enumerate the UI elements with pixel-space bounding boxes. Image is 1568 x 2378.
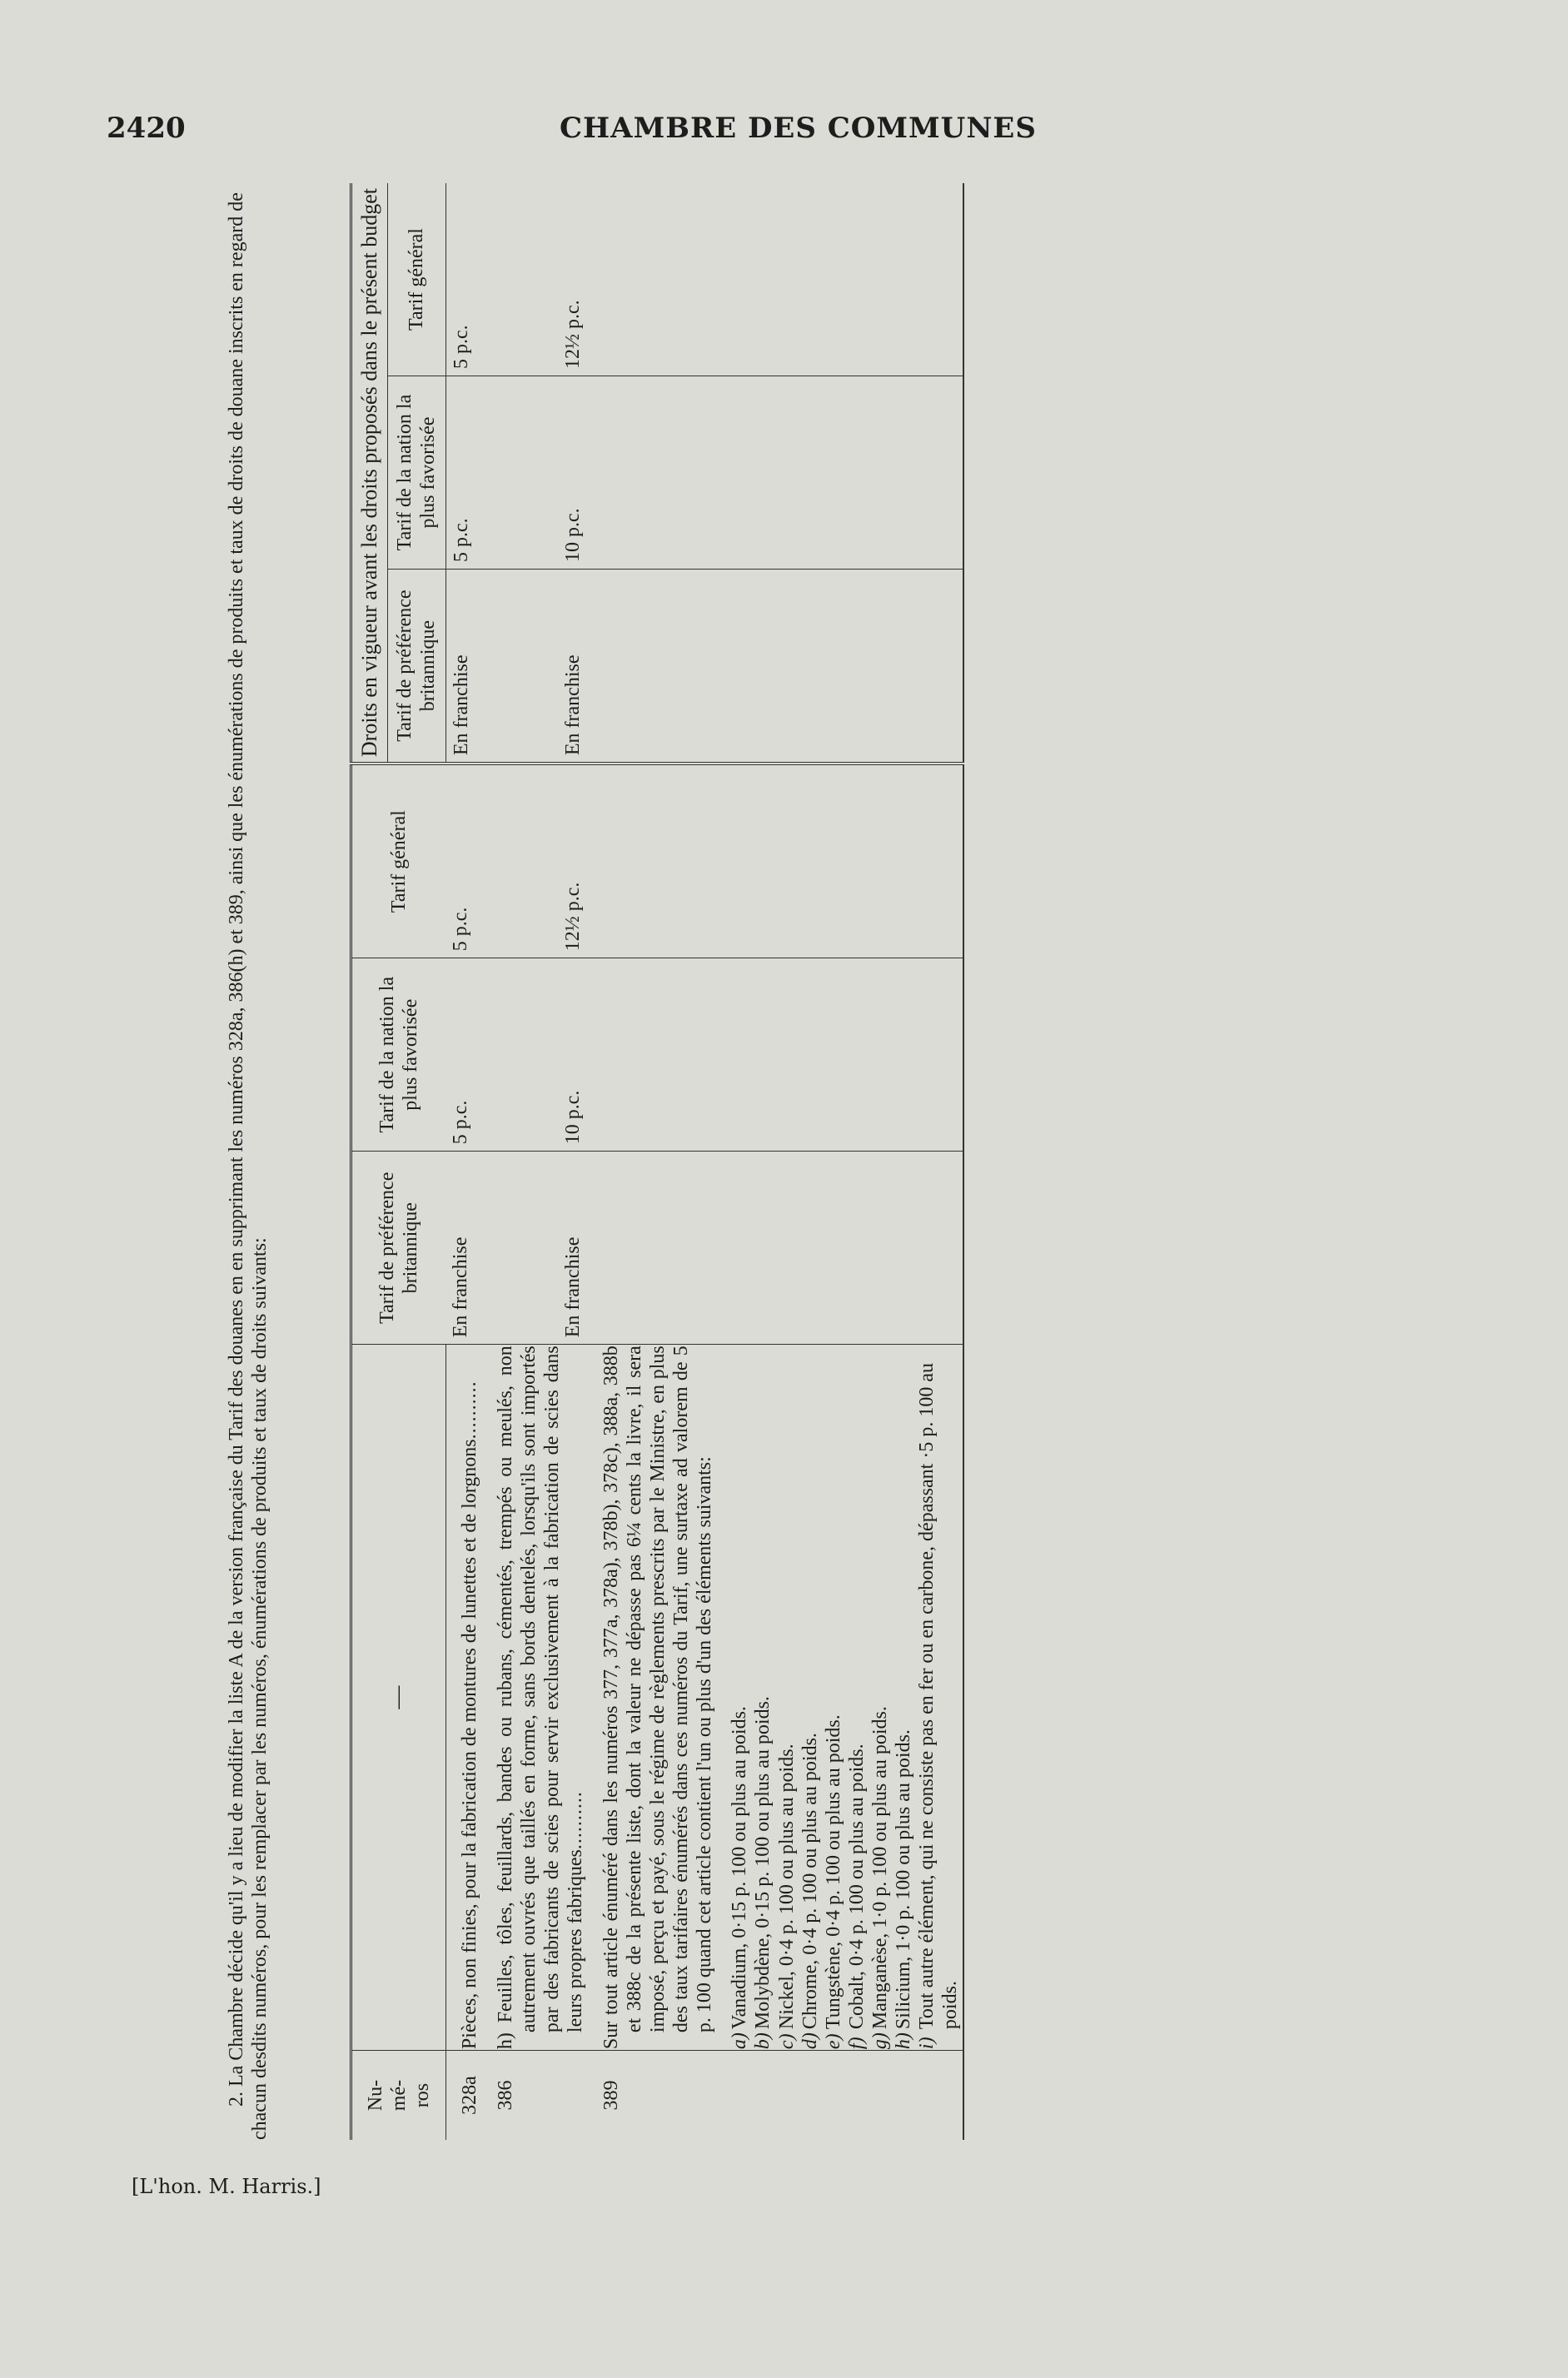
- rotated-content: [225, 142, 1357, 2140]
- speaker-attribution: [L'hon. M. Harris.]: [132, 2175, 321, 2198]
- row-general: 12½ p.c.: [482, 764, 588, 958]
- table-row: [588, 183, 963, 2140]
- list-item: [845, 1346, 869, 2049]
- page-number: 2420: [107, 112, 186, 145]
- list-item: [751, 1346, 774, 2049]
- list-item: [915, 1346, 962, 2049]
- row-description-text: h) Feuilles, tôles, feuillards, bandes ou rubans, cémentés, trempés ou meulés, non autrement ouvrés que taillés en forme, sans bords dentelés, lorsqu'ils sont importés par des fabricants de scies pour servir exclusivement à la fabrication de scies dans leurs propres fabriques: [494, 1346, 586, 2050]
- list-item: [799, 1346, 822, 2049]
- list-item-label: a): [729, 2032, 751, 2050]
- row-old-general: 5 p.c.: [450, 325, 472, 370]
- list-item-label: b): [752, 2032, 774, 2050]
- header-numeros: Nu- mé- ros: [351, 2051, 446, 2140]
- row-description: h) Feuilles, tôles, feuillards, bandes ou rubans, cémentés, trempés ou meulés, non autrement ouvrés que taillés en forme, sans bords dentelés, lorsqu'ils sont importés par des fabricants de scies pour servir exclusivement à la fabrication de scies dans leurs propres fabriques..........: [482, 1345, 588, 2051]
- row-description: [588, 1345, 963, 2051]
- list-item: [869, 1346, 892, 2049]
- tariff-table: [350, 183, 968, 2140]
- list-item-text: Nickel, 0·4 p. 100 ou plus au poids.: [775, 1744, 798, 2030]
- list-item-text: Tout autre élément, qui ne consiste pas en fer ou en carbone, dépassant ·5 p. 100 au poids.: [915, 1363, 962, 2030]
- list-item-text: Chrome, 0·4 p. 100 ou plus au poids.: [799, 1733, 821, 2030]
- table-row: [482, 183, 588, 2140]
- list-item-text: Vanadium, 0·15 p. 100 ou plus au poids.: [729, 1706, 751, 2030]
- row-general: 5 p.c.: [446, 764, 482, 958]
- list-item-label: d): [799, 2032, 821, 2050]
- row-pref: En franchise: [482, 1152, 588, 1345]
- list-item-label: g): [869, 2032, 891, 2050]
- table-bottom-rule: [963, 183, 968, 2140]
- header-old-nation: Tarif de la nation la plus favorisée: [388, 376, 446, 570]
- list-item-text: Manganèse, 1·0 p. 100 ou plus au poids.: [869, 1706, 891, 2030]
- list-item: [728, 1346, 751, 2049]
- list-item-text: Silicium, 1·0 p. 100 ou plus au poids.: [892, 1729, 914, 2030]
- row-old-pref: En franchise: [446, 570, 482, 764]
- list-item-label: i): [915, 2037, 938, 2050]
- element-list: [728, 1346, 962, 2049]
- row-old-pref: En franchise: [482, 570, 588, 764]
- list-item-label: f): [845, 2037, 868, 2050]
- row-number: 386: [482, 2051, 588, 2140]
- intro-paragraph: 2. La Chambre décide qu'il y a lieu de modifier la liste A de la version française du Tarif des douanes en en supprimant les numéros 328a, 386(h) et 389, ainsi que les énumérations de produits et taux de droits de douane inscrits en regard de chacun desdits numéros, pour les remplacer par les numéros, énumérations de produits et taux de droits suivants:: [226, 192, 271, 2140]
- row-old-general: 12½ p.c.: [561, 300, 584, 370]
- list-item-text: Molybdène, 0·15 p. 100 ou plus au poids.: [752, 1696, 774, 2030]
- row-description: Pièces, non finies, pour la fabrication de montures de lunettes et de lorgnons..........: [446, 1345, 482, 2051]
- table-row: [446, 183, 482, 2140]
- list-item: [822, 1346, 845, 2049]
- row-description-text: Pièces, non finies, pour la fabrication de montures de lunettes et de lorgnons: [458, 1439, 480, 2050]
- row-description-text: Sur tout article énuméré dans les numéros 377, 377a, 378a), 378b), 378c), 388a, 388b et 388c de la présente liste, dont la valeur ne dépasse pas 6¼ cents la livre, il sera imposé, perçu et payé, sous le régime de règlements prescrits par le Ministre, en plus des taux tarifaires énumérés dans ces numéros du Tarif, une surtaxe ad valorem de 5 p. 100 quand cet article contient l'un ou plus d'un des éléments suivants:: [600, 1346, 716, 2050]
- list-item-label: e): [822, 2033, 844, 2050]
- list-item-text: Tungstène, 0·4 p. 100 ou plus au poids.: [822, 1714, 844, 2030]
- header-nation: Tarif de la nation la plus favorisée: [351, 958, 446, 1152]
- row-nation: 10 p.c.: [482, 958, 588, 1152]
- list-item: [892, 1346, 915, 2049]
- running-head: CHAMBRE DES COMMUNES: [560, 112, 1037, 145]
- list-item: [775, 1346, 799, 2049]
- header-pref: Tarif de préférence britannique: [351, 1152, 446, 1345]
- row-number: 328a: [446, 2051, 482, 2140]
- list-item-label: c): [775, 2033, 798, 2050]
- row-old-nation: 5 p.c.: [446, 376, 482, 570]
- row-old-nation: 10 p.c.: [482, 376, 588, 570]
- header-general: Tarif général: [351, 764, 446, 958]
- header-old-general: Tarif général: [388, 183, 446, 376]
- list-item-label: h): [892, 2032, 914, 2050]
- row-nation: 5 p.c.: [446, 958, 482, 1152]
- row-pref: En franchise: [446, 1152, 482, 1345]
- header-old-pref: Tarif de préférence britannique: [388, 570, 446, 764]
- row-number: 389: [588, 2051, 963, 2140]
- header-description: —: [351, 1345, 446, 2051]
- list-item-text: Cobalt, 0·4 p. 100 ou plus au poids.: [845, 1744, 868, 2030]
- header-group: Droits en vigueur avant les droits proposés dans le présent budget: [351, 183, 388, 764]
